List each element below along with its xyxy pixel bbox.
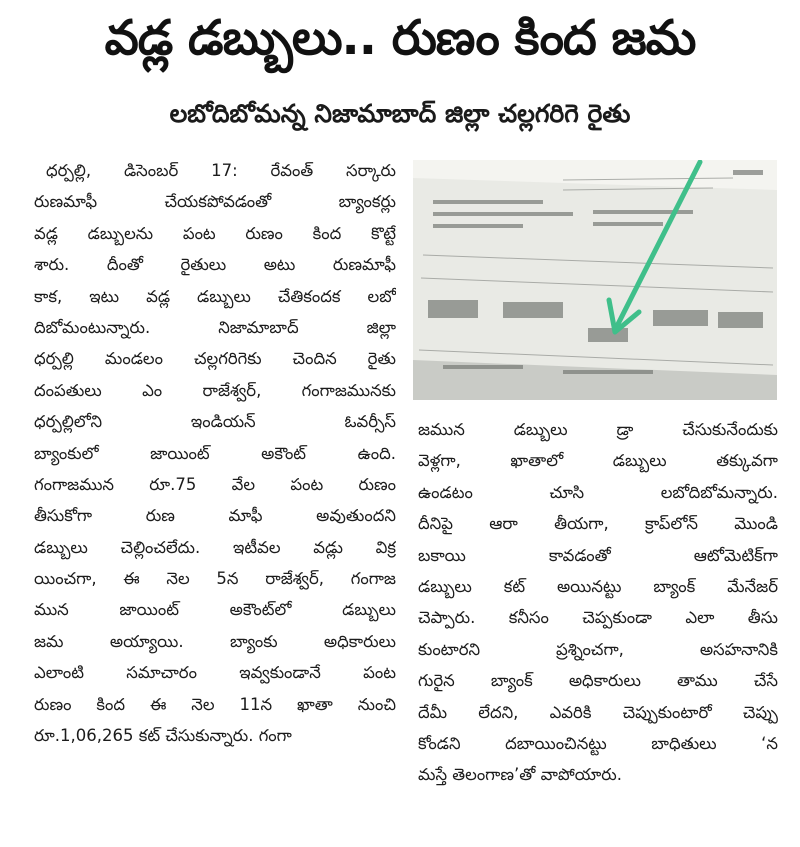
article-line: ధర్పల్లి మండలం చల్లగరిగెకు చెందిన రైతు [34, 349, 396, 369]
article-line: డబ్బులు చెల్లించలేదు. ఇటీవల వడ్లు విక్ర [34, 537, 396, 557]
article-line: తీసుకోగా రుణ మాఫీ అవుతుందని [34, 506, 396, 526]
article-line: చెప్పారు. కనీసం చెప్పకుండా ఎలా తీసు [418, 608, 778, 628]
bank-passbook-photo [413, 160, 777, 400]
article-line: దీనిపై ఆరా తీయగా, క్రాప్‌లోన్ మొండి [418, 514, 778, 534]
article-line: ఉండటం చూసి లబోదిబోమన్నారు. [418, 482, 778, 502]
article-line: గంగాజమున రూ.75 వేల పంట రుణం [34, 474, 396, 494]
article-line: బకాయి కావడంతో ఆటోమెటిక్‌గా [418, 545, 778, 565]
article-column-right [418, 414, 778, 791]
headline: వడ్ల డబ్బులు.. రుణం కింద జమ [104, 10, 696, 66]
article-line: కుంటారని ప్రశ్నించగా, అసహనానికి [418, 639, 778, 659]
article-line: ధర్పల్లిలోని ఇండియన్ ఓవర్సీస్ [34, 412, 396, 432]
article-line: ఎలాంటి సమాచారం ఇవ్వకుండానే పంట [34, 663, 396, 683]
article-line: డబ్బులు కట్ అయినట్టు బ్యాంక్ మేనేజర్ [418, 576, 778, 596]
article-line: వడ్ల డబ్బులను పంట రుణం కింద కొట్టే [34, 223, 396, 243]
article-line: కాక, ఇటు వడ్ల డబ్బులు చేతికందక లబో [34, 286, 396, 306]
bank-passbook-photo-icon [413, 160, 777, 400]
article-line: యించగా, ఈ నెల 5న రాజేశ్వర్, గంగాజ [34, 569, 396, 589]
article-line: గురైన బ్యాంక్ అధికారులు తాము చేసే [418, 671, 778, 691]
article-line: రుణమాఫీ చేయకపోవడంతో బ్యాంకర్లు [34, 192, 396, 212]
article-line: బ్యాంకులో జాయింట్ అకౌంట్ ఉంది. [34, 443, 396, 463]
article-line: శారు. దీంతో రైతులు అటు రుణమాఫీ [34, 255, 396, 275]
article-line: మున జాయింట్ అకౌంట్‌లో డబ్బులు [34, 600, 396, 620]
article-line: ధర్పల్లి, డిసెంబర్ 17: రేవంత్ సర్కారు [46, 161, 396, 180]
article-line: మస్తే తెలంగాణ’తో వాపోయారు. [418, 765, 622, 785]
article-line: జమ అయ్యాయి. బ్యాంకు అధికారులు [34, 631, 396, 651]
subheadline: లబోదిబోమన్న నిజామాబాద్ జిల్లా చల్లగరిగె రైతు [169, 99, 631, 128]
article-line: దంపతులు ఎం రాజేశ్వర్, గంగాజమునకు [34, 380, 396, 400]
article-line: కోండని దబాయించినట్టు బాధితులు ‘న [418, 733, 778, 753]
article-column-left [34, 155, 396, 751]
article-line: దిబోమంటున్నారు. నిజామాబాద్ జిల్లా [34, 317, 396, 337]
article-line: వెళ్లగా, ఖాతాలో డబ్బులు తక్కువగా [418, 451, 778, 471]
article-line: దేమీ లేదని, ఎవరికి చెప్పుకుంటారో చెప్పు [418, 702, 778, 722]
article-line: జమున డబ్బులు డ్రా చేసుకునేందుకు [418, 420, 778, 439]
article-line: రుణం కింద ఈ నెల 11న ఖాతా నుంచి [34, 694, 396, 714]
article-line: రూ.1,06,265 కట్ చేసుకున్నారు. గంగా [34, 726, 292, 746]
